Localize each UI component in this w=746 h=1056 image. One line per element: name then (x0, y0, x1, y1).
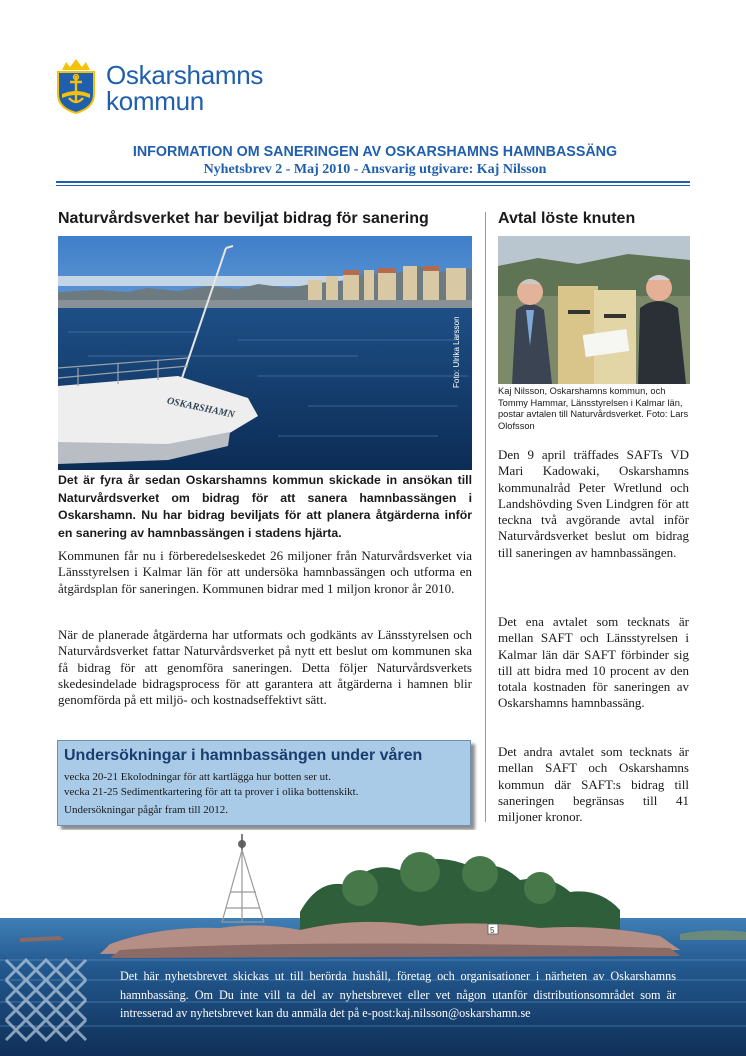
side-article-paragraph: Det andra avtalet som tecknats är mellan SAFT och Oskarshamns kommun där SAFT:s bidrag till saneringen begränsas till 41 miljoner kronor. (498, 744, 689, 825)
header-rule-thick (56, 181, 690, 183)
main-article-heading: Naturvårdsverket har beviljat bidrag för sanering (58, 210, 429, 227)
agreement-photo (498, 236, 690, 384)
survey-info-box (57, 740, 471, 826)
side-article-paragraph: Den 9 april träffades SAFTs VD Mari Kadowaki, Oskarshamns kommunalråd Peter Wretlund och Landshövding Sven Lindgren för att teckna två avgörande avtal inför Naturvårdsverket beslut om bidrag till saneringen av hamnbassängen. (498, 447, 689, 560)
info-box-title: Undersökningar i hamnbassängen under våren (64, 747, 423, 764)
article-paragraph: När de planerade åtgärderna har utformats och godkänts av Länsstyrelsen och Naturvårdsverket fattar Naturvårdsverket på nytt ett beslut om kommunen ska få bidrag för att genomföra saneringen. Detta följer Naturvårdsverkets skedesindelade bidragsprocess för att garantera att åtgärderna i hamnen blir genomförda på ett miljö- och kostnadseffektivt sätt. (58, 627, 472, 708)
photo-caption: Kaj Nilsson, Oskarshamns kommun, och Tommy Hammar, Länsstyrelsen i Kalmar län, postar avtalen till Naturvårdsverket. Foto: Lars Olofsson (498, 386, 689, 431)
municipal-shield-icon (56, 56, 96, 114)
logo-line-1: Oskarshamns (106, 60, 264, 90)
article-lead: Det är fyra år sedan Oskarshamns kommun skickade in ansökan till Naturvårdsverket om bidrag för att sanera hamnbassängen i Oskarshamn. Nu har bidrag beviljats för att planera åtgärderna inför en sanering av hamnbassängen i stadens hjärta. (58, 473, 472, 540)
marker-number: 5 (490, 926, 495, 935)
municipality-logo-text (106, 62, 263, 114)
header-rule-thin (56, 185, 690, 186)
harbor-photo (58, 236, 472, 470)
article-paragraph: Kommunen får nu i förberedelseskedet 26 miljoner från Naturvårdsverket via Länsstyrelsen i Kalmar län för att undersöka hamnbassängen och utforma en åtgärdsplan för saneringen. Kommunen bidrar med 1 miljon kronor år 2010. (58, 548, 472, 596)
info-box-row: vecka 20-21 Ekolodningar för att kartlägga hur botten ser ut. (64, 771, 331, 783)
column-divider (485, 212, 486, 822)
photo-credit: Foto: Ulrika Larsson (452, 316, 461, 388)
newsletter-subtitle: Nyhetsbrev 2 - Maj 2010 - Ansvarig utgivare: Kaj Nilsson (203, 162, 547, 177)
newsletter-title: INFORMATION OM SANERINGEN AV OSKARSHAMNS HAMNBASSÄNG (132, 144, 618, 160)
logo-line-2: kommun (106, 86, 204, 116)
info-box-row: Undersökningar pågår fram till 2012. (64, 804, 229, 816)
footer-notice: Det här nyhetsbrevet skickas ut till berörda hushåll, företag och organisationer i närheten av Oskarshamns hamnbassäng. Om Du inte vill ta del av nyhetsbrevet eller vet någon utanför distributionsområdet som är intresserad av nyhetsbrevet kan du anmäla det på e-post:kaj.nilsson@oskarshamn.se (120, 969, 676, 1020)
boat-name-label: OSKARSHAMN (165, 395, 236, 421)
side-article-paragraph: Det ena avtalet som tecknats är mellan SAFT och Länsstyrelsen i Kalmar län där SAFT förbinder sig till att bidra med 10 procent av den totala kostnaden för saneringen av Oskarshamns hamnbassäng. (498, 614, 689, 711)
side-article-heading: Avtal löste knuten (498, 210, 636, 227)
info-box-row: vecka 21-25 Sedimentkartering för att ta prover i olika bottenskikt. (64, 786, 359, 798)
